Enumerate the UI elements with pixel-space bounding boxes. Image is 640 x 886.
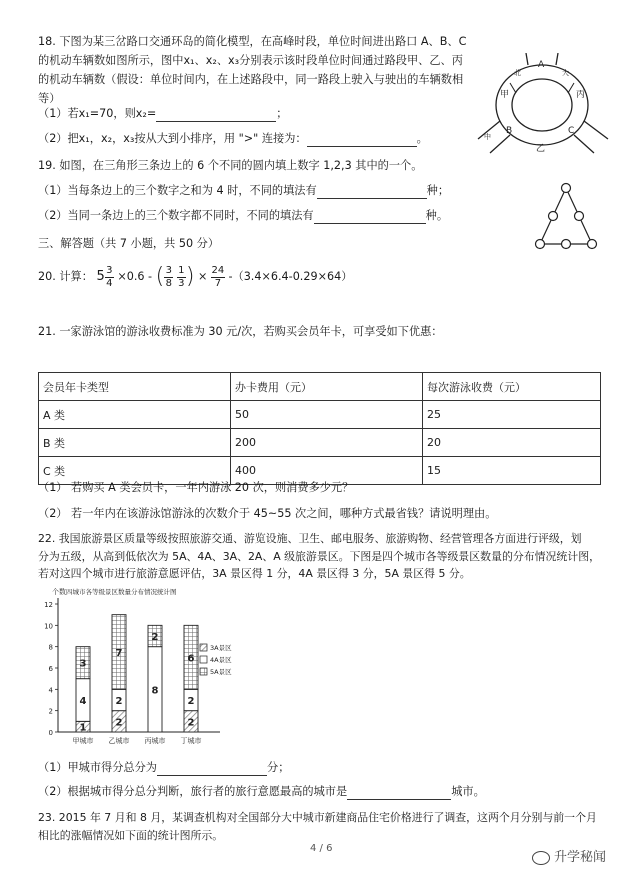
y-tick-label: 12 [44,601,53,609]
membership-fee-table [38,372,601,485]
y-tick-label: 10 [44,622,53,631]
q20-f4-den: 7 [214,277,222,289]
q18-sub1-end: ； [276,107,288,120]
watermark-text: 升学秘闻 [554,850,607,865]
q21-sub1: （1） 若购买 A 类会员卡，一年内游泳 20 次，则消费多少元？ [38,481,354,494]
q18-line4: 等） [38,92,61,105]
q19-answer-blank-2[interactable] [314,211,426,224]
bar-value-label: 4 [79,696,87,707]
q19-sub2 [38,208,448,224]
wechat-icon [532,851,550,865]
diagram-label-a: A [538,60,545,70]
roundabout-diagram [470,53,620,158]
legend-label: 4A景区 [210,656,232,664]
q22-line1: 22. 我国旅游景区质量等级按照旅游交通、游览设施、卫生、邮电服务、旅游购物、经营管理各方面进行评级，划 [38,532,582,545]
q19-sub1-text: （1）当每条边上的三个数字之和为 4 时，不同的填法有 [38,184,317,197]
legend-label: 3A景区 [210,644,232,652]
x-category-label: 乙城市 [108,737,130,745]
y-tick-label: 6 [48,665,53,673]
bar-value-label: 2 [187,696,195,707]
q22-sub1 [38,760,289,776]
q18-answer-blank-1[interactable] [156,109,276,122]
q18-sub1-text: （1）若x₁=70，则x₂= [38,107,157,120]
q22-sub2-end: 城市。 [451,785,485,798]
q20-f1-den: 4 [106,277,113,289]
q20-f3-num: 1 [178,264,185,276]
bar-value-label: 2 [115,717,123,729]
q21-sub2: （2） 若一年内在该游泳馆游泳的次数介于 45~55 次之间，哪种方式最省钱？请说明理由。 [38,507,497,520]
bar-value-label: 7 [115,648,123,659]
bar-value-label: 1 [79,722,87,734]
bar-value-label: 2 [187,717,195,729]
q20-fraction-4 [211,266,225,289]
table-cell: A 类 [39,401,231,429]
x-category-label: 丙城市 [144,737,166,745]
q19-sub2-end: 种。 [425,209,449,222]
q18-answer-blank-2[interactable] [307,134,417,147]
diagram-label-jia: 甲 [500,90,510,100]
q23-line1: 23. 2015 年 7 月和 8 月，某调查机构对全国部分大中城市新建商品住宅价格进行了调查，这两个月分别与前一个月 [38,811,597,824]
q19-sub1 [38,183,449,199]
legend-label: 5A景区 [210,668,232,676]
q20-expression: 20. 计算： 5 $\frac{3}{4}$ ×0.6 - ( $\frac{3}{8}$ $\frac{1}{3}$ ) × $\frac{24}{7}$ -（3.4×6.4-0.29×64） [38,264,353,289]
y-tick-label: 2 [48,707,53,716]
table-row [39,429,601,457]
q20-fraction-3 [177,266,186,289]
table-cell: 20 [423,429,601,457]
q22-line2: 分为五级，从高到低依次为 5A、4A、3A、2A、A 级旅游景区。下图是四个城市各等级景区数量的分布情况统计图， [38,550,600,563]
q20-fraction-2 [164,266,173,289]
q18-line1: 18. 下图为某三岔路口交通环岛的简化模型，在高峰时段，单位时间进出路口 A、B、C [38,35,467,48]
y-tick-label: 4 [48,686,53,695]
q22-sub2-text: （2）根据城市得分总分判断，旅行者的旅行意愿最高的城市是 [38,785,348,798]
q20-mid1: ×0.6 - [117,270,153,283]
diagram-label-yi: 乙 [536,144,546,154]
q18-line2: 的机动车辆数如图所示，图中x₁、x₂、x₃分别表示该时段单位时间通过路段甲、乙、丙 [38,54,463,67]
q20-f1-num: 3 [106,264,113,276]
table-cell: 15 [423,457,601,485]
q22-line3: 若对这四个城市进行旅游意愿评估，3A 景区得 1 分，4A 景区得 3 分，5A 景区得 5 分。 [38,567,471,580]
q19-sub2-text: （2）当同一条边上的三个数字都不同时，不同的填法有 [38,209,314,222]
q20-f2-num: 3 [165,264,172,276]
y-tick-label: 0 [48,729,53,737]
x-category-label: 丁城市 [180,737,202,745]
q22-answer-blank-2[interactable] [347,787,451,800]
section3-heading: 三、解答题（共 7 小题，共 50 分） [38,237,220,250]
chart-title: 四城市各等级景区数量分布情况统计图 [66,588,177,596]
q18-sub2-end: 。 [416,132,428,145]
legend-swatch [200,668,207,675]
bar-value-label: 2 [115,696,123,707]
q20-whole: 5 [96,269,105,284]
diagram-label-da: 大 [562,69,569,77]
bar-value-label: 8 [151,685,159,697]
bar-value-label: 2 [151,632,159,643]
q20-f4-num: 24 [211,264,225,276]
q18-sub1 [38,106,287,122]
q19-sub1-end: 种； [426,184,450,197]
diagram-label-b: B [506,126,513,136]
table-cell: C 类 [39,457,231,485]
watermark [532,846,606,865]
table-cell: 25 [423,401,601,429]
q20-fraction-1 [105,266,114,289]
q22-sub1-end: 分； [267,761,290,774]
bar-value-label: 6 [187,653,195,665]
legend-swatch [200,644,207,651]
y-tick-label: 8 [48,643,53,652]
table-row [39,401,601,429]
q22-answer-blank-1[interactable] [157,763,267,776]
q21-line1: 21. 一家游泳馆的游泳收费标准为 30 元/次，若购买会员年卡，可享受如下优惠： [38,325,443,338]
q18-sub2-text: （2）把x₁，x₂，x₃按从大到小排序，用 ">" 连接为： [38,132,307,145]
q20-mid2: × [197,270,208,283]
q20-tail: -（3.4×6.4-0.29×64） [228,270,353,283]
page-number: 4 / 6 [310,843,333,854]
q20-prefix: 20. 计算： [38,270,93,283]
q20-f2-den: 8 [165,277,172,289]
table-cell: B 类 [39,429,231,457]
q19-answer-blank-1[interactable] [317,186,427,199]
table-header-cell: 每次游泳收费（元） [423,373,601,401]
diagram-label-c: C [568,126,575,136]
table-cell: 200 [231,429,423,457]
y-axis-label: 个数 [52,588,66,596]
diagram-label-bei: 北 [514,69,521,77]
table-cell: 400 [231,457,423,485]
bar-value-label: 3 [79,658,87,670]
q22-sub1-text: （1）甲城市得分总分为 [38,761,157,774]
triangle-circles-diagram [532,180,600,252]
q20-f3-den: 3 [178,277,185,289]
q22-sub2 [38,784,485,800]
q18-line3: 的机动车辆数（假设：单位时间内，在上述路段中，同一路段上驶入与驶出的车辆数相 [38,73,464,86]
legend-swatch [200,656,207,663]
scenic-area-stacked-bar-chart [36,584,272,750]
q23-line2: 相比的涨幅情况如下面的统计图所示。 [38,829,224,842]
table-header-row [39,373,601,401]
q19-line1: 19. 如图，在三角形三条边上的 6 个不同的圆内填上数字 1,2,3 其中的一个。 [38,159,423,172]
table-header-cell: 办卡费用（元） [231,373,423,401]
q18-sub2 [38,131,428,147]
diagram-label-bing: 丙 [576,90,586,100]
diagram-label-zhong: 中 [484,133,491,141]
table-header-cell: 会员年卡类型 [39,373,231,401]
table-cell: 50 [231,401,423,429]
x-category-label: 甲城市 [72,737,94,745]
